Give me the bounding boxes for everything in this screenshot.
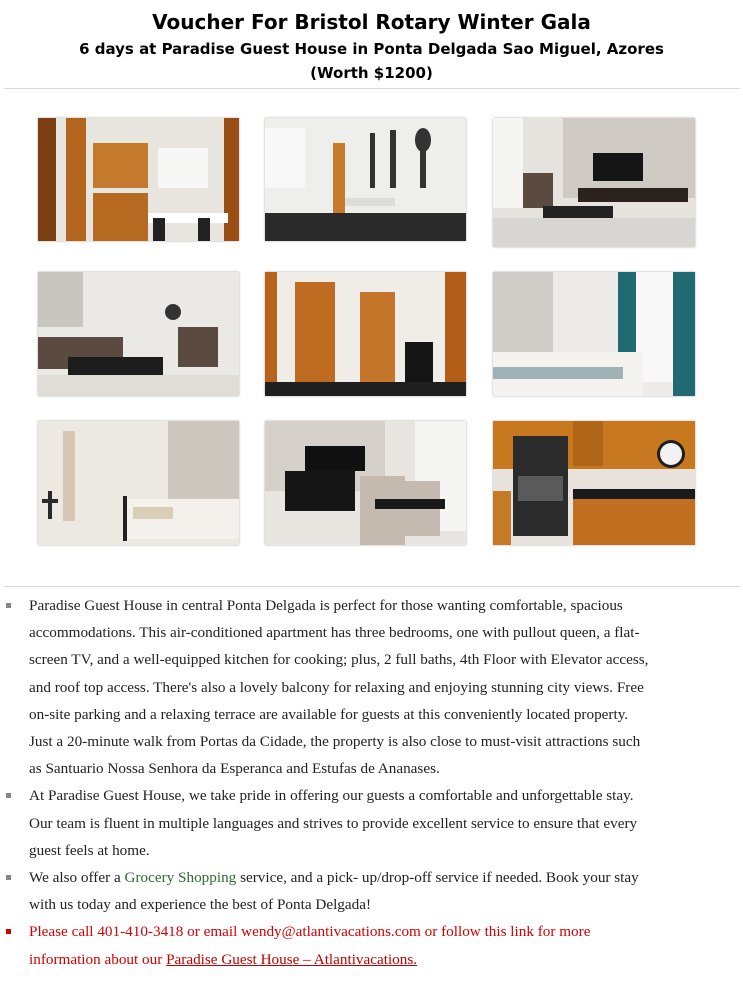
description-list [0,592,743,973]
services-intro: We also offer a [29,869,125,887]
voucher-title: Voucher For Bristol Rotary Winter Gala [152,10,591,34]
list-item [0,782,649,864]
grocery-shopping-text: Grocery Shopping [124,869,237,887]
living-room-tv-photo [493,118,695,247]
kitchen-dining-photo [38,118,239,241]
bullet-icon [6,793,11,798]
top-divider [4,88,740,89]
cutlery-wall-decor-photo [265,118,466,241]
list-item [0,864,649,918]
bedroom-cross-photo [38,421,239,545]
bedroom-teal-curtains-photo [493,272,695,396]
guest-house-link[interactable]: Paradise Guest House – Atlantivacations. [166,950,418,968]
section-divider [4,586,740,587]
bullet-icon [6,929,11,934]
description-paragraph-2: At Paradise Guest House, we take pride in offering our guests a comfortable and unforgettable stay. Our team is fluent in multiple languages and strives to provide excellent service to ensure that every guest feels at home. [29,787,638,859]
description-paragraph-1: Paradise Guest House in central Ponta Delgada is perfect for those wanting comfortable, spacious accommodations. This air-conditioned apartment has three bedrooms, one with pullout queen, a flat-screen TV, and a well-equipped kitchen for cooking; plus, 2 full baths, 4th Floor with Elevator access, and roof top access. There's also a lovely balcony for relaxing and enjoying stunning city views. Free on-site parking and a relaxing terrace are available for guests at this conveniently located property. Just a 20-minute walk from Portas da Cidade, the property is also close to must-visit attractions such as Santuario Nossa Senhora da Esperanca and Estufas de Ananases. [29,597,649,778]
bullet-icon [6,603,11,608]
voucher-subtitle: 6 days at Paradise Guest House in Ponta Delgada Sao Miguel, Azores [79,40,664,58]
dining-room-photo [265,421,466,545]
bullet-icon [6,875,11,880]
lounge-sofa-photo [38,272,239,396]
voucher-worth: (Worth $1200) [310,64,433,82]
contact-text: Please call 401-410-3418 or email wendy@atlantivacations.com or follow this link for more information about our [29,923,591,968]
kitchen-oven-photo [493,421,695,545]
list-item [0,592,649,782]
services-text: service, and a pick- up/drop-off service if needed. Book your stay with us today and experience the best of Ponta Delgada! [29,869,639,914]
list-item [0,918,649,972]
hallway-doors-photo [265,272,466,396]
